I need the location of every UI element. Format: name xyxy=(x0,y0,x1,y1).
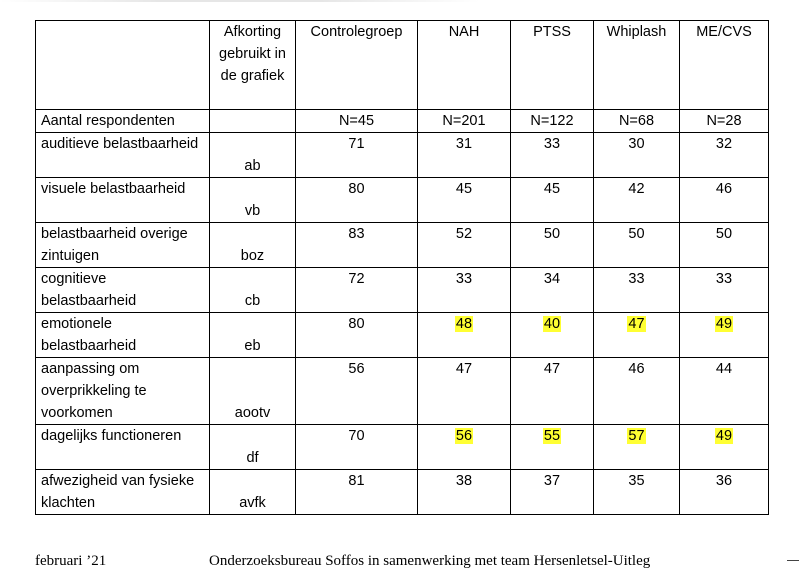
table-row xyxy=(36,313,769,358)
value-cell-me-cvs xyxy=(680,133,769,178)
highlighted-value: 57 xyxy=(628,428,645,444)
value-cell-me-cvs xyxy=(680,358,769,425)
header-controlegroep: Controlegroep xyxy=(296,21,418,110)
table-row xyxy=(36,178,769,223)
row-abbreviation: boz xyxy=(240,248,265,264)
value-cell-me-cvs xyxy=(680,425,769,470)
value: 50 xyxy=(543,226,561,242)
value: 47 xyxy=(455,361,473,377)
row-abbreviation: df xyxy=(246,450,259,466)
value-cell-nah xyxy=(418,178,511,223)
value: 46 xyxy=(715,181,733,197)
top-edge-line xyxy=(0,0,799,2)
value-cell-nah xyxy=(418,470,511,515)
respondents-row xyxy=(36,110,769,133)
value-cell-controlegroep xyxy=(296,178,418,223)
value: 52 xyxy=(455,226,473,242)
row-label: dagelijks functioneren xyxy=(36,425,210,470)
value-cell-nah xyxy=(418,268,511,313)
value-cell-me-cvs xyxy=(680,178,769,223)
value-cell-me-cvs xyxy=(680,268,769,313)
row-abbreviation-cell xyxy=(210,268,296,313)
highlighted-value: 48 xyxy=(455,316,473,332)
value-cell-ptss xyxy=(511,133,594,178)
table-row xyxy=(36,268,769,313)
row-abbreviation-cell xyxy=(210,223,296,268)
value: 80 xyxy=(348,316,365,332)
row-abbreviation: ab xyxy=(244,158,261,174)
value-cell-nah xyxy=(418,223,511,268)
respondents-nah: N=201 xyxy=(418,110,511,133)
value: 33 xyxy=(715,271,733,287)
row-abbreviation: vb xyxy=(244,203,261,219)
value: 38 xyxy=(455,473,473,489)
value: 80 xyxy=(348,181,365,197)
header-nah: NAH xyxy=(418,21,511,110)
row-abbreviation-cell xyxy=(210,425,296,470)
value: 56 xyxy=(348,361,365,377)
footer-dash-mark xyxy=(787,560,799,561)
row-label: afwezigheid van fysieke klachten xyxy=(36,470,210,515)
table-row xyxy=(36,223,769,268)
value-cell-whiplash xyxy=(594,358,680,425)
value: 50 xyxy=(715,226,733,242)
value-cell-nah xyxy=(418,133,511,178)
respondents-controlegroep: N=45 xyxy=(296,110,418,133)
footer-date: februari ’21 xyxy=(35,553,107,569)
value: 70 xyxy=(348,428,365,444)
row-abbreviation-cell xyxy=(210,470,296,515)
highlighted-value: 49 xyxy=(715,316,733,332)
value-cell-controlegroep xyxy=(296,223,418,268)
value: 42 xyxy=(628,181,645,197)
header-row xyxy=(36,21,769,110)
highlighted-value: 49 xyxy=(715,428,733,444)
value: 33 xyxy=(628,271,645,287)
highlighted-value: 47 xyxy=(628,316,645,332)
value: 45 xyxy=(455,181,473,197)
value: 32 xyxy=(715,136,733,152)
value: 37 xyxy=(543,473,561,489)
value: 36 xyxy=(715,473,733,489)
value-cell-me-cvs xyxy=(680,470,769,515)
table-row xyxy=(36,470,769,515)
value-cell-me-cvs xyxy=(680,223,769,268)
row-abbreviation-cell xyxy=(210,358,296,425)
respondents-ptss: N=122 xyxy=(511,110,594,133)
highlighted-value: 40 xyxy=(543,316,561,332)
value-cell-ptss xyxy=(511,223,594,268)
value-cell-nah xyxy=(418,425,511,470)
highlighted-value: 56 xyxy=(455,428,473,444)
row-abbreviation-cell xyxy=(210,178,296,223)
value-cell-ptss xyxy=(511,178,594,223)
value-cell-me-cvs xyxy=(680,313,769,358)
value: 72 xyxy=(348,271,365,287)
row-abbreviation: aootv xyxy=(234,405,271,421)
row-label: cognitieve belastbaarheid xyxy=(36,268,210,313)
value-cell-whiplash xyxy=(594,133,680,178)
highlighted-value: 55 xyxy=(543,428,561,444)
value: 34 xyxy=(543,271,561,287)
value-cell-controlegroep xyxy=(296,470,418,515)
value: 81 xyxy=(348,473,365,489)
value-cell-nah xyxy=(418,313,511,358)
row-label: aanpassing om overprikkeling te voorkomen xyxy=(36,358,210,425)
value-cell-controlegroep xyxy=(296,425,418,470)
row-abbreviation: cb xyxy=(244,293,261,309)
value: 30 xyxy=(628,136,645,152)
respondents-abbr-empty xyxy=(210,110,296,133)
value: 50 xyxy=(628,226,645,242)
value-cell-controlegroep xyxy=(296,133,418,178)
header-whiplash: Whiplash xyxy=(594,21,680,110)
value-cell-nah xyxy=(418,358,511,425)
value-cell-controlegroep xyxy=(296,358,418,425)
value: 33 xyxy=(543,136,561,152)
value: 47 xyxy=(543,361,561,377)
value-cell-whiplash xyxy=(594,313,680,358)
value-cell-whiplash xyxy=(594,470,680,515)
value: 44 xyxy=(715,361,733,377)
value-cell-controlegroep xyxy=(296,313,418,358)
row-abbreviation-cell xyxy=(210,313,296,358)
header-me-cvs: ME/CVS xyxy=(680,21,769,110)
row-label: emotionele belastbaarheid xyxy=(36,313,210,358)
respondents-whiplash: N=68 xyxy=(594,110,680,133)
value-cell-ptss xyxy=(511,358,594,425)
respondents-me-cvs: N=28 xyxy=(680,110,769,133)
value-cell-whiplash xyxy=(594,178,680,223)
value-cell-whiplash xyxy=(594,425,680,470)
row-abbreviation: avfk xyxy=(239,495,266,511)
row-label: belastbaarheid overige zintuigen xyxy=(36,223,210,268)
header-abbreviation: Afkorting gebruikt in de grafiek xyxy=(210,21,296,110)
value-cell-whiplash xyxy=(594,268,680,313)
value: 33 xyxy=(455,271,473,287)
value-cell-ptss xyxy=(511,313,594,358)
value: 35 xyxy=(628,473,645,489)
row-label: visuele belastbaarheid xyxy=(36,178,210,223)
table-row xyxy=(36,133,769,178)
value: 46 xyxy=(628,361,645,377)
value-cell-ptss xyxy=(511,268,594,313)
value-cell-ptss xyxy=(511,425,594,470)
value: 83 xyxy=(348,226,365,242)
header-label-cell xyxy=(36,21,210,110)
table-row xyxy=(36,358,769,425)
row-abbreviation-cell xyxy=(210,133,296,178)
results-table xyxy=(35,20,769,515)
value-cell-ptss xyxy=(511,470,594,515)
row-label: auditieve belastbaarheid xyxy=(36,133,210,178)
value: 31 xyxy=(455,136,473,152)
table-row xyxy=(36,425,769,470)
respondents-label: Aantal respondenten xyxy=(36,110,210,133)
value: 71 xyxy=(348,136,365,152)
value-cell-controlegroep xyxy=(296,268,418,313)
value-cell-whiplash xyxy=(594,223,680,268)
footer-credit: Onderzoeksbureau Soffos in samenwerking met team Hersenletsel-Uitleg xyxy=(209,553,651,569)
header-ptss: PTSS xyxy=(511,21,594,110)
row-abbreviation: eb xyxy=(244,338,261,354)
value: 45 xyxy=(543,181,561,197)
